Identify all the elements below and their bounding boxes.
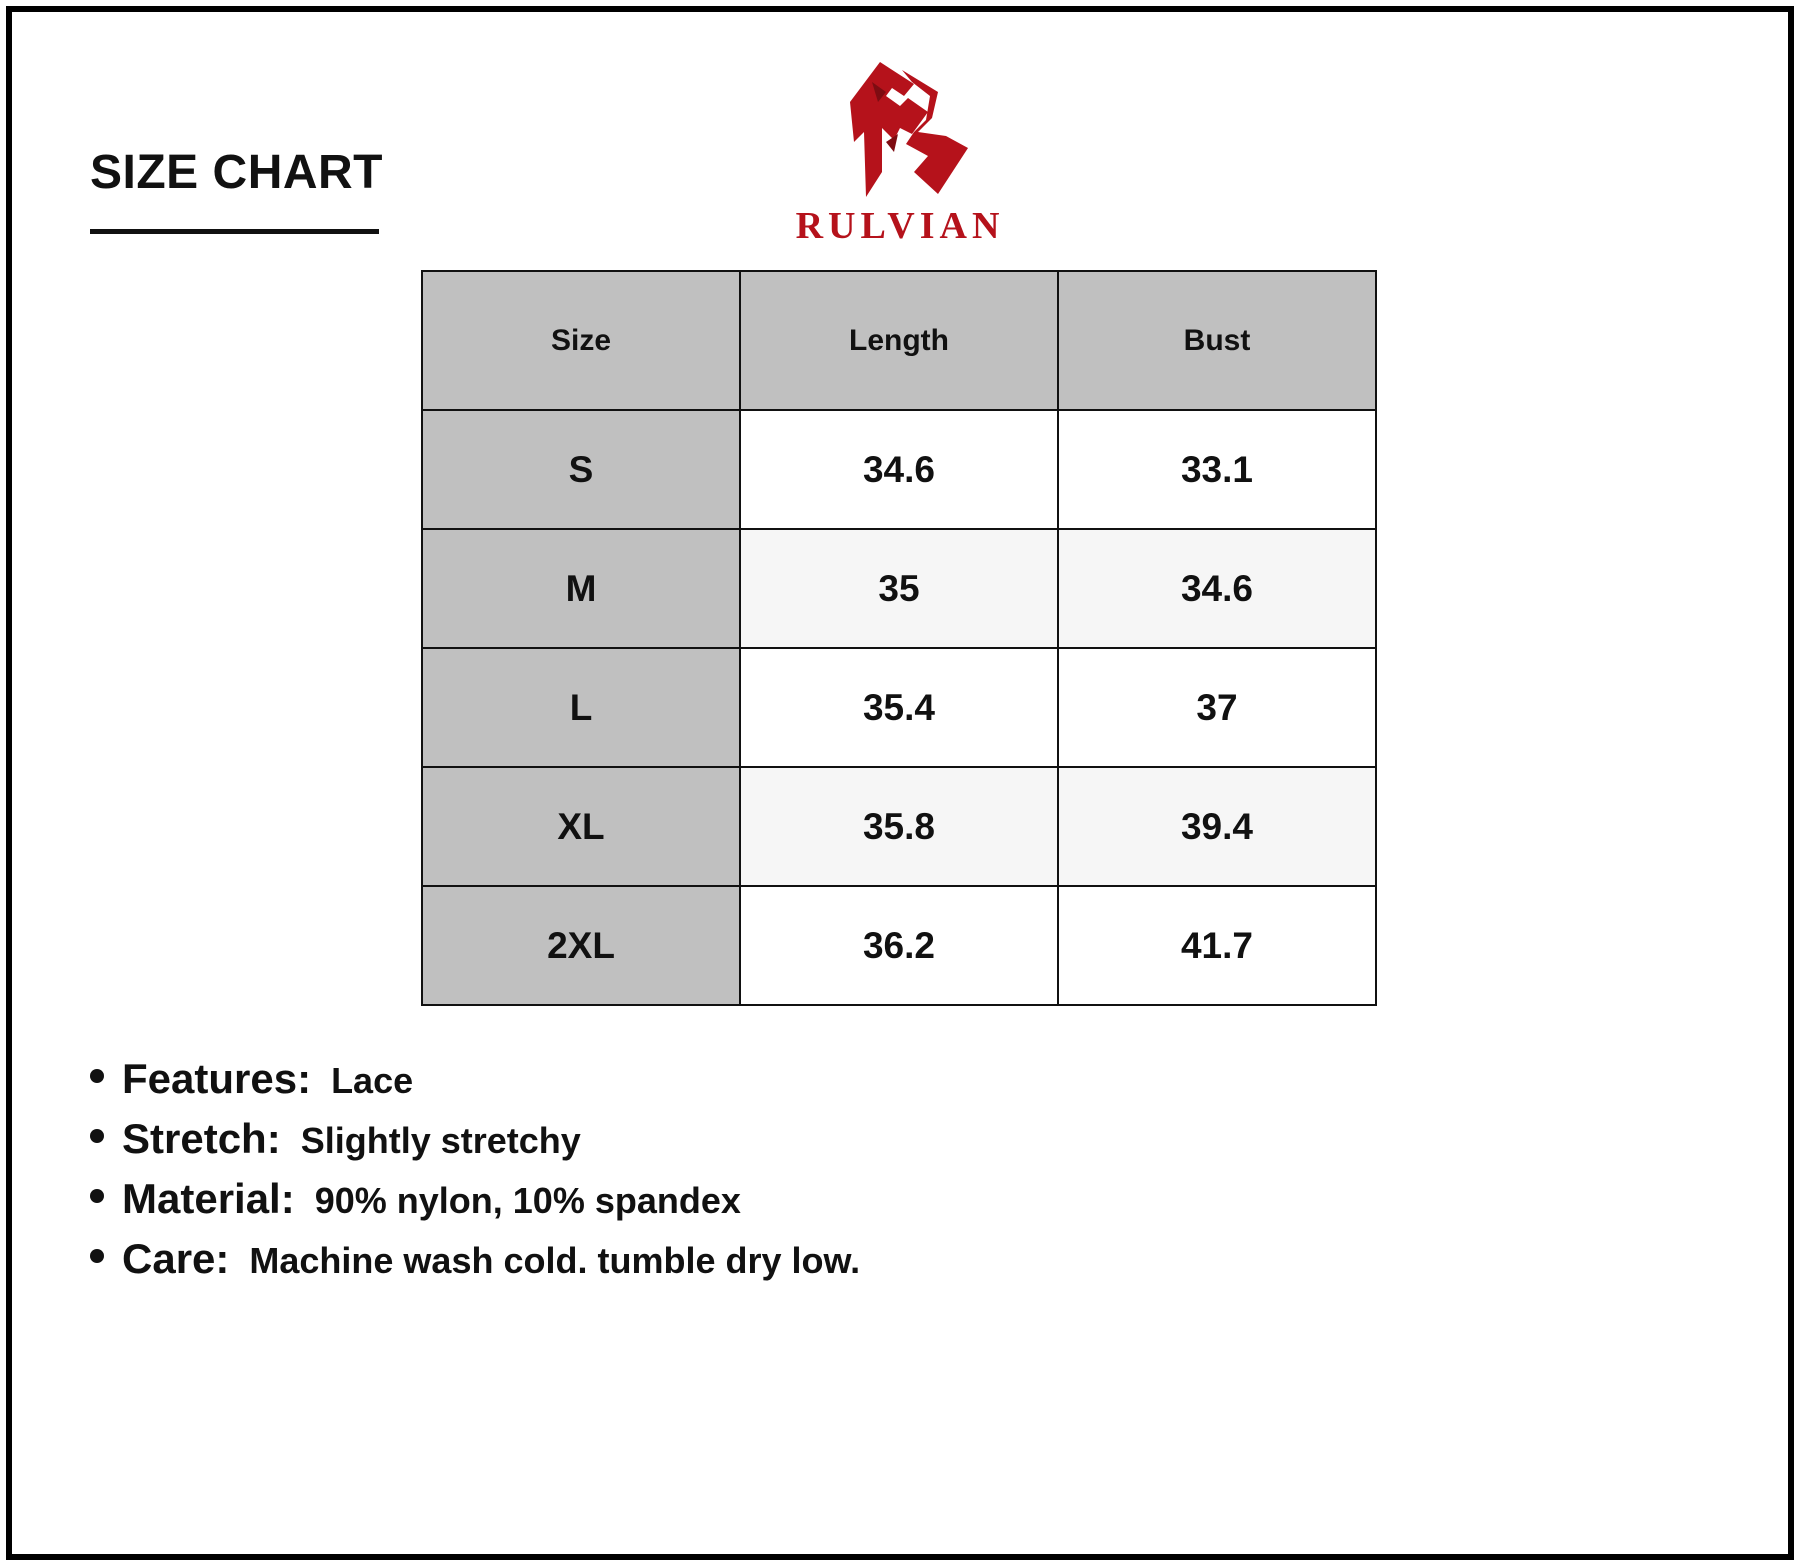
size-cell: XL [422,767,740,886]
spec-label: Features: [122,1055,312,1102]
size-cell: S [422,410,740,529]
spec-care [90,1235,860,1295]
bust-cell: 41.7 [1058,886,1376,1005]
bust-cell: 39.4 [1058,767,1376,886]
brand-r-icon [842,62,972,197]
length-cell: 36.2 [740,886,1058,1005]
size-cell: 2XL [422,886,740,1005]
title-underline [90,229,379,234]
spec-label: Stretch: [122,1115,281,1162]
spec-label: Care: [122,1235,230,1282]
length-cell: 35.4 [740,648,1058,767]
bust-cell: 37 [1058,648,1376,767]
bullet-icon [90,1129,104,1143]
table-header-row [422,271,1376,410]
page-title: SIZE CHART [90,146,383,199]
spec-material [90,1175,860,1235]
size-cell: L [422,648,740,767]
size-cell: M [422,529,740,648]
length-cell: 35.8 [740,767,1058,886]
brand-logo [780,62,1020,247]
column-header-bust: Bust [1058,271,1376,410]
bullet-icon [90,1069,104,1083]
table-row [422,529,1376,648]
spec-value: Slightly stretchy [300,1120,581,1161]
spec-label: Material: [122,1175,295,1222]
spec-stretch [90,1115,860,1175]
length-cell: 35 [740,529,1058,648]
spec-value: 90% nylon, 10% spandex [314,1180,741,1221]
column-header-length: Length [740,271,1058,410]
table-row [422,648,1376,767]
spec-value: Machine wash cold. tumble dry low. [249,1240,861,1281]
column-header-size: Size [422,271,740,410]
bust-cell: 33.1 [1058,410,1376,529]
product-specs [90,1055,860,1295]
table-row [422,410,1376,529]
spec-value: Lace [331,1060,414,1101]
length-cell: 34.6 [740,410,1058,529]
size-table [421,270,1377,1006]
brand-name: RULVIAN [795,205,1005,247]
bullet-icon [90,1189,104,1203]
bullet-icon [90,1249,104,1263]
spec-features [90,1055,860,1115]
table-row [422,767,1376,886]
bust-cell: 34.6 [1058,529,1376,648]
table-row [422,886,1376,1005]
